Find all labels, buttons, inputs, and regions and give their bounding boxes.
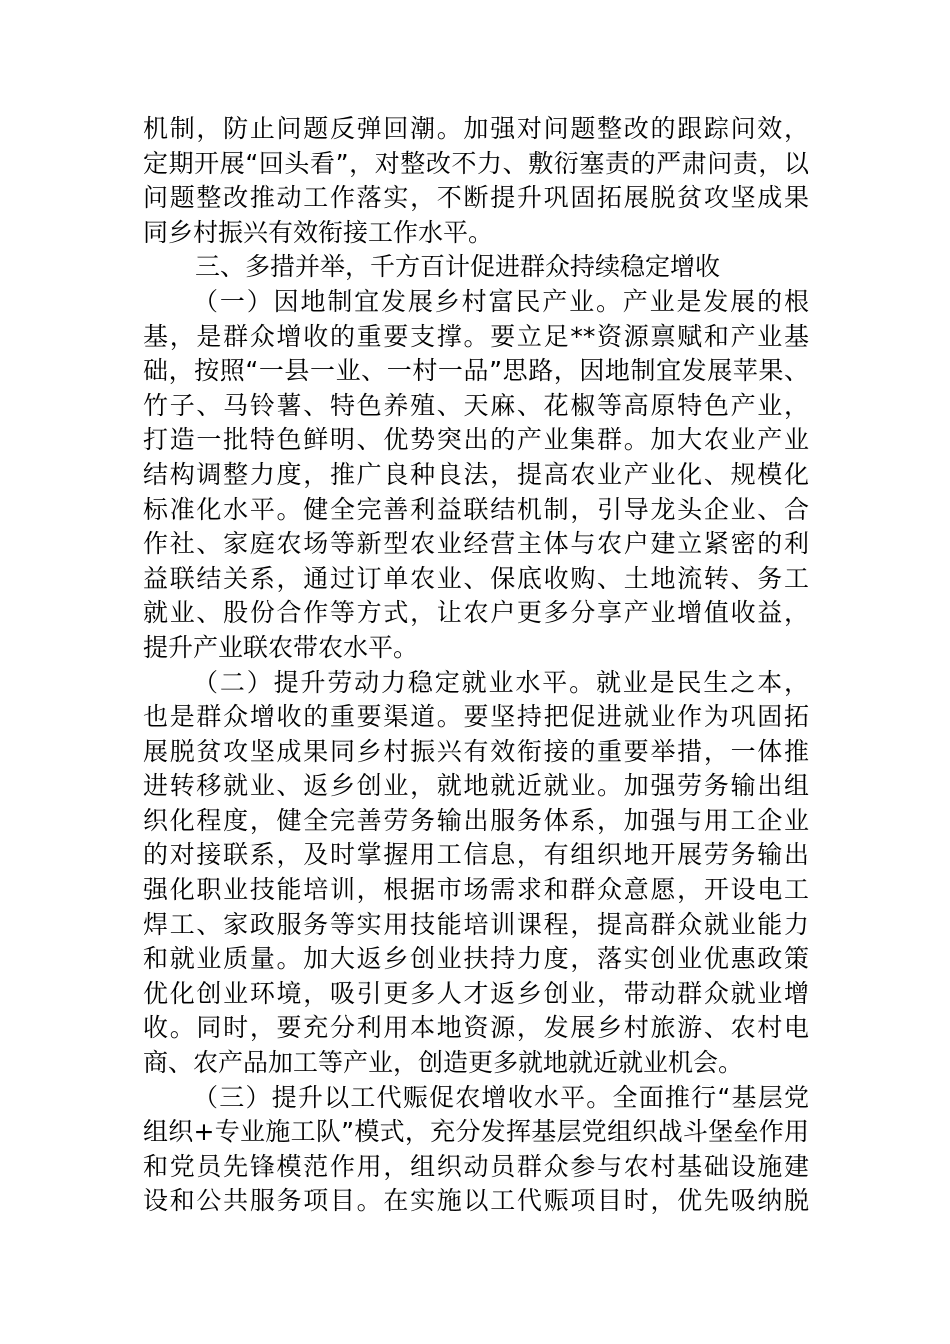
text-line: 也是群众增收的重要渠道。要坚持把促进就业作为巩固拓 (143, 702, 809, 732)
section-heading (143, 250, 809, 285)
paragraph-employment (143, 666, 809, 1081)
text-line: 作社、家庭农场等新型农业经营主体与农户建立紧密的利 (143, 529, 809, 559)
text-line: 机制，防止问题反弹回潮。加强对问题整改的跟踪问效， (143, 114, 809, 143)
text-line: 优化创业环境，吸引更多人才返乡创业，带动群众就业增 (143, 978, 809, 1008)
text-line: 商、农产品加工等产业，创造更多就地就近就业机会。 (143, 1048, 744, 1078)
text-line: 础，按照“一县一业、一村一品”思路，因地制宜发展苹果、 (143, 356, 809, 386)
text-line: 问题整改推动工作落实，不断提升巩固拓展脱贫攻坚成果 (143, 183, 809, 213)
text-line: 同乡村振兴有效衔接工作水平。 (143, 217, 494, 247)
section-heading-text: 三、多措并举，千方百计促进群众持续稳定增收 (195, 252, 721, 282)
text-line: （二）提升劳动力稳定就业水平。就业是民生之本， (193, 667, 809, 697)
text-line: 收。同时，要充分利用本地资源，发展乡村旅游、农村电 (143, 1013, 809, 1043)
text-line: 定期开展“回头看”，对整改不力、敷衍塞责的严肃问责，以 (143, 148, 809, 178)
text-line: 提升产业联农带农水平。 (143, 632, 419, 662)
text-line: 织化程度，健全完善劳务输出服务体系，加强与用工企业 (143, 805, 809, 835)
text-line: 进转移就业、返乡创业，就地就近就业。加强劳务输出组 (143, 771, 809, 801)
text-line: 益联结关系，通过订单农业、保底收购、土地流转、务工 (143, 563, 809, 593)
text-line: 的对接联系，及时掌握用工信息，有组织地开展劳务输出 (143, 840, 809, 870)
text-line: 和就业质量。加大返乡创业扶持力度，落实创业优惠政策 (143, 944, 809, 974)
text-line: 打造一批特色鲜明、优势突出的产业集群。加大农业产业 (143, 425, 809, 455)
text-line: 设和公共服务项目。在实施以工代赈项目时，优先吸纳脱 (143, 1186, 809, 1216)
paragraph-continuation (143, 112, 809, 250)
text-line: 强化职业技能培训，根据市场需求和群众意愿，开设电工 (143, 875, 809, 905)
text-line: 竹子、马铃薯、特色养殖、天麻、花椒等高原特色产业， (143, 390, 809, 420)
text-line: （三）提升以工代赈促农增收水平。全面推行“基层党 (193, 1082, 809, 1112)
document-page (143, 112, 809, 1219)
text-line: 展脱贫攻坚成果同乡村振兴有效衔接的重要举措，一体推 (143, 736, 809, 766)
text-line: 基，是群众增收的重要支撑。要立足**资源禀赋和产业基 (143, 321, 809, 351)
text-line: 组织+专业施工队”模式，充分发挥基层党组织战斗堡垒作用 (143, 1117, 809, 1147)
text-line: 和党员先锋模范作用，组织动员群众参与农村基础设施建 (143, 1151, 809, 1181)
text-line: 焊工、家政服务等实用技能培训课程，提高群众就业能力 (143, 909, 809, 939)
text-line: 就业、股份合作等方式，让农户更多分享产业增值收益， (143, 598, 809, 628)
paragraph-work-relief (143, 1081, 809, 1219)
text-line: 结构调整力度，推广良种良法，提高农业产业化、规模化 (143, 459, 809, 489)
paragraph-industry (143, 285, 809, 666)
text-line: 标准化水平。健全完善利益联结机制，引导龙头企业、合 (143, 494, 809, 524)
text-line: （一）因地制宜发展乡村富民产业。产业是发展的根 (193, 286, 809, 316)
